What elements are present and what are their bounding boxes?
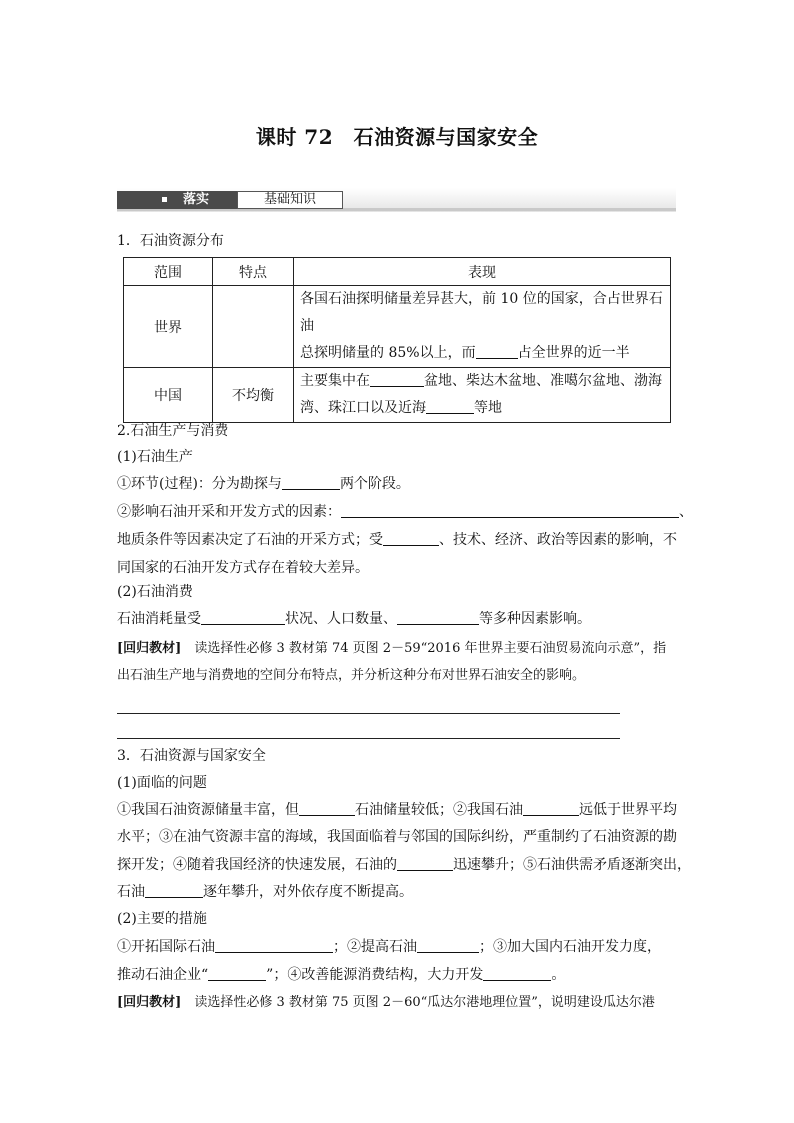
paragraph-line: ①我国石油资源储量丰富，但 石油储量较低；②我国石油 远低于世界平均 <box>117 802 677 818</box>
textbook-reference: [回归教材] 读选择性必修 3 教材第 75 页图 2－60“瓜达尔港地理位置”，说明建设瓜达尔港 <box>117 995 655 1010</box>
answer-blank[interactable] <box>282 475 340 490</box>
paragraph-line: 同国家的石油开发方式存在着较大差异。 <box>117 560 369 576</box>
paragraph-line: ②影响石油开采和开发方式的因素： 、 <box>117 504 693 520</box>
cell-performance: 各国石油探明储量差异甚大，前 10 位的国家，合占世界石油 总探明储量的 85%以上，而 占全世界的近一半 <box>294 286 671 368</box>
section-1-heading: 1．石油资源分布 <box>117 233 224 249</box>
header-scope: 范围 <box>124 258 213 286</box>
banner-tab-label: 基础知识 <box>237 191 343 209</box>
paragraph-line: ①环节(过程)：分为勘探与 两个阶段。 <box>117 476 410 492</box>
answer-blank[interactable] <box>215 938 333 953</box>
answer-blank[interactable] <box>341 503 679 518</box>
paragraph-line: 地质条件等因素决定了石油的开采方式；受 、技术、经济、政治等因素的影响，不 <box>117 532 677 548</box>
answer-blank[interactable] <box>483 966 551 981</box>
answer-line[interactable] <box>117 713 620 714</box>
paragraph-line: 石油消耗量受 状况、人口数量、 等多种因素影响。 <box>117 611 591 627</box>
cell-scope: 中国 <box>124 368 213 423</box>
paragraph-line: 石油 逐年攀升，对外依存度不断提高。 <box>117 884 413 900</box>
answer-blank[interactable] <box>208 966 266 981</box>
answer-blank[interactable] <box>383 531 439 546</box>
answer-blank[interactable] <box>201 610 285 625</box>
section-3-heading: 3．石油资源与国家安全 <box>117 748 266 764</box>
paragraph-line: ①开拓国际石油 ；②提高石油 ；③加大国内石油开发力度， <box>117 939 661 955</box>
return-tag: [回归教材] <box>117 641 182 656</box>
cell-feature <box>213 286 294 368</box>
table-row <box>124 368 671 423</box>
paragraph-line: 探开发；④随着我国经济的快速发展，石油的 迅速攀升；⑤石油供需矛盾逐渐突出， <box>117 857 691 873</box>
subheading: (2)主要的措施 <box>117 911 207 927</box>
paragraph-line: 推动石油企业“ ”；④改善能源消费结构，大力开发 。 <box>117 967 566 983</box>
table-row <box>124 286 671 368</box>
textbook-reference: [回归教材] 读选择性必修 3 教材第 74 页图 2－59“2016 年世界主要石油贸易流向示意”，指 <box>117 641 667 656</box>
page-title: 课时 72 石油资源与国家安全 <box>255 125 539 149</box>
paragraph-line: 水平；③在油气资源丰富的海域，我国面临着与邻国的国际纠纷，严重制约了石油资源的勘 <box>117 829 677 845</box>
oil-distribution-table <box>123 257 671 423</box>
answer-blank[interactable] <box>370 372 424 387</box>
header-performance: 表现 <box>294 258 671 286</box>
answer-blank[interactable] <box>523 801 579 816</box>
answer-blank[interactable] <box>426 399 474 414</box>
subheading: (1)石油生产 <box>117 449 193 465</box>
answer-blank[interactable] <box>397 610 479 625</box>
return-tag: [回归教材] <box>117 995 182 1010</box>
section-2-heading: 2.石油生产与消费 <box>117 423 229 439</box>
answer-line[interactable] <box>117 738 620 739</box>
answer-blank[interactable] <box>417 938 479 953</box>
banner-dark-label: 落实 <box>117 191 237 209</box>
subheading: (1)面临的问题 <box>117 775 207 791</box>
answer-blank[interactable] <box>145 883 203 898</box>
cell-scope: 世界 <box>124 286 213 368</box>
subheading: (2)石油消费 <box>117 584 193 600</box>
header-feature: 特点 <box>213 258 294 286</box>
table-header-row <box>124 258 671 286</box>
square-bullet-icon <box>162 197 167 202</box>
answer-blank[interactable] <box>299 801 355 816</box>
cell-performance: 主要集中在 盆地、柴达木盆地、准噶尔盆地、渤海 湾、珠江口以及近海 等地 <box>294 368 671 423</box>
answer-blank[interactable] <box>476 344 518 359</box>
paragraph-line: 出石油生产地与消费地的空间分布特点，并分析这种分布对世界石油安全的影响。 <box>117 668 586 683</box>
cell-feature: 不均衡 <box>213 368 294 423</box>
answer-blank[interactable] <box>397 856 453 871</box>
